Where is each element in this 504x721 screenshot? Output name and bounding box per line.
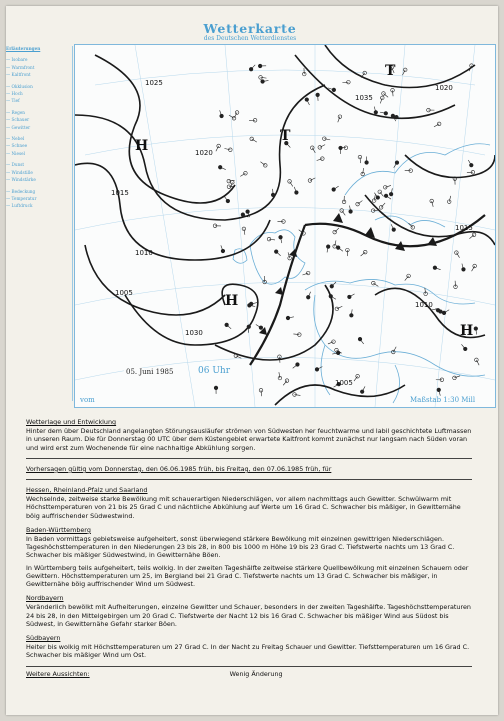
hessen-text: Wechselnde, zeitweise starke Bewölkung mit schauerartigen Niederschlägen, vor allem nachmittags auch Gewitter. Schwülwarm mit Höchsttemperaturen von 21 bis 25 Grad C und nächtliche Abkühlung auf Werte um 16 Grad C. Schwacher bis mäßiger, in Gewitternähe böig auffrischender Südwestwind. (26, 495, 461, 520)
station-plot (389, 188, 393, 196)
nordbayern-text: Veränderlich bewölkt mit Aufheiterungen, einzelne Gewitter und Schauer, besonders in der zweiten Tageshälfte. Tageshöchsttemperaturen 24 bis 28, in den Mittelgebirgen um 20 Grad C. Tiefstwerte der Nacht 12 bis 16 Grad C. Schwacher bis mäßiger Wind aus Südost bis Südwest, in Gewitternähe Gefahr starker Böen. (26, 603, 471, 628)
isobar-label: 1015 (111, 189, 129, 197)
legend-item: — Tief (6, 98, 20, 104)
station-plot (283, 379, 289, 385)
station-plot (249, 65, 255, 71)
station-plot (455, 251, 460, 258)
fronts (250, 215, 485, 365)
station-plot (279, 235, 283, 243)
station-plots (213, 64, 479, 397)
station-plot (475, 358, 480, 365)
station-plot (213, 224, 221, 228)
station-plot (356, 201, 363, 206)
station-plot (338, 115, 342, 122)
isobar-label: 1030 (185, 329, 203, 337)
nordbayern-heading: Nordbayern (26, 594, 64, 603)
station-plot (316, 93, 320, 101)
aussichten-text: Wenig Änderung (229, 669, 283, 678)
legend-heading: Erläuterungen (6, 46, 41, 51)
divider (26, 479, 472, 480)
station-plot (354, 374, 359, 381)
map-scale: Maßstab 1:30 Mill (410, 396, 476, 404)
station-plot (340, 209, 345, 216)
map-date: 05. Juni 1985 (126, 368, 174, 376)
station-plot (453, 376, 460, 380)
station-plot (274, 250, 280, 256)
station-plot (358, 155, 362, 163)
station-plot (430, 199, 434, 207)
station-plot (214, 386, 218, 394)
station-plot (288, 180, 293, 187)
station-plot (308, 178, 315, 182)
graticule (75, 45, 495, 407)
isobar-label: 1020 (435, 84, 453, 92)
wetterlage-text: Hinter dem über Deutschland angelangten Störungsausläufer strömen von Südwesten her feuchtwarme und labil geschichtete Luftmassen in unseren Raum. Die für Donnerstag 00 UTC über dem Küstengebiet erwartete Kaltfront kommt zunächst nur langsam nach Süden voran und wird erst zum Wochenende für eine nachhaltige Abkühlung sorgen. (26, 427, 472, 452)
station-plot (467, 170, 475, 174)
station-plot (380, 96, 384, 103)
title-text: Wetterkarte (203, 21, 297, 36)
station-plot (220, 110, 224, 117)
legend-item: — Windstärke (6, 177, 36, 183)
station-plot (405, 169, 413, 173)
station-plot (394, 161, 399, 168)
station-plot (365, 156, 369, 164)
station-plot (260, 162, 267, 167)
legend-item: — Regen (6, 109, 26, 115)
suedbayern-heading: Südbayern (26, 634, 61, 643)
map-time: 06 Uhr (198, 366, 230, 376)
isobar-label: 1010 (415, 301, 433, 309)
station-plot (249, 302, 257, 306)
isobar-label: 1010 (135, 249, 153, 257)
legend-item: — Hoch (6, 91, 23, 97)
legend-panel (6, 46, 73, 401)
bw-text-1: In Baden vormittags gebietsweise aufgeheitert, sonst überwiegend stärkere Bewölkung mit einzelnen gewittrigen Niederschlägen. Tageshöchsttemperaturen in den Niederungen 23 bis 28, in 800 bis 1000 m Höhe 19 bis 23 Grad C. Tiefstwerte nachts um 13 Grad C. Schwacher bis mäßiger Südwestwind, in Gewitternähe Böen. (26, 535, 455, 560)
station-plot (242, 227, 246, 235)
station-plot (218, 165, 225, 169)
station-plot (472, 264, 477, 271)
wetterlage-heading: Wetterlage und Entwicklung (26, 418, 117, 426)
station-plot (329, 294, 336, 299)
coastlines (233, 144, 490, 403)
station-plot (278, 372, 282, 380)
station-plot (250, 137, 257, 142)
station-plot (383, 185, 390, 189)
isobars (75, 45, 495, 405)
isobar-label: 1005 (335, 379, 353, 387)
station-plot (374, 107, 378, 115)
station-plot (256, 324, 263, 329)
station-plot (391, 88, 395, 96)
station-plot (427, 108, 435, 112)
station-plot (468, 160, 473, 167)
isobar-label: 1025 (145, 79, 163, 87)
station-plot (447, 196, 451, 204)
station-plot (382, 92, 388, 98)
station-plot (434, 122, 441, 127)
station-plot (372, 281, 379, 286)
station-plot (436, 378, 444, 382)
station-plot (461, 344, 467, 350)
isobar-label: 1020 (195, 149, 213, 157)
aussichten-row (26, 670, 472, 678)
station-plot (310, 146, 315, 153)
legend-item: — Windstille (6, 169, 33, 175)
legend-item: — Niesel (6, 150, 25, 156)
station-plot (271, 189, 275, 197)
station-plot (302, 68, 306, 76)
legend-item: — Kaltfront (6, 72, 31, 78)
station-plot (358, 337, 363, 344)
station-plot (259, 76, 267, 80)
high-pressure-marker: H (460, 323, 474, 339)
legend-item: — Okklusion (6, 83, 33, 89)
station-plot (454, 281, 458, 289)
legend-item: — Schnee (6, 143, 28, 149)
isobar-label: 1015 (455, 224, 473, 232)
station-plot (326, 245, 330, 253)
hessen-heading: Hessen, Rheinland-Pfalz und Saarland (26, 486, 148, 495)
station-plot (348, 294, 355, 299)
station-plot (229, 115, 236, 120)
station-plot (360, 386, 365, 393)
station-plot (277, 220, 285, 224)
station-plot (216, 144, 221, 151)
station-plot (328, 340, 335, 344)
station-plot (380, 112, 388, 116)
station-plot (469, 233, 475, 239)
subtitle-text: des Deutschen Wetterdienstes (203, 35, 297, 42)
station-plot (240, 171, 247, 176)
station-plot (259, 388, 263, 396)
station-plot (224, 148, 232, 152)
station-plot (249, 118, 257, 122)
station-plot (346, 248, 350, 256)
forecast-text (26, 418, 472, 678)
legend-item: — Nebel (6, 136, 25, 142)
station-plot (335, 306, 342, 310)
legend-item: — Isobare (6, 57, 28, 63)
station-plot (258, 64, 266, 68)
isobar-label: 1035 (355, 94, 373, 102)
station-plot (333, 228, 339, 234)
station-plot (221, 245, 225, 252)
station-plot (261, 80, 269, 84)
high-pressure-marker: H (135, 138, 149, 154)
station-plot (332, 186, 339, 191)
station-plot (224, 196, 229, 203)
legend-item: — Schauer (6, 117, 30, 123)
bw-heading: Baden-Württemberg (26, 525, 91, 534)
station-plot (302, 271, 309, 275)
station-plot (474, 327, 478, 335)
station-plot (372, 195, 376, 203)
low-pressure-marker: T (385, 63, 396, 79)
station-plot (336, 246, 343, 251)
bw-text-2: In Württemberg teils aufgeheitert, teils wolkig. In der zweiten Tageshälfte zeitweise stärkere Quellbewölkung mit einzelnen Schauern oder Gewittern. Höchsttemperaturen um 25, im Bergland bei 21 Grad C. Tiefstwerte nachts um 13 Grad C. Schwacher bis mäßiger, in Gewitternähe böig auffrischender Wind um Südwest. (26, 563, 469, 589)
divider (26, 666, 472, 667)
station-plot (437, 388, 441, 396)
station-plot (339, 146, 343, 154)
station-plot (342, 80, 350, 84)
station-plot (225, 323, 231, 329)
station-plot (350, 309, 354, 317)
divider (26, 458, 472, 459)
station-plot (318, 145, 325, 150)
station-plot (293, 393, 301, 397)
legend-item: — Warmfront (6, 64, 35, 70)
station-plot (294, 187, 298, 194)
station-plot (361, 168, 365, 176)
map-vom-label: vom (80, 396, 95, 404)
station-plot (323, 137, 331, 141)
station-plot (293, 363, 300, 368)
isobar-label: 1005 (115, 289, 133, 297)
station-plot (391, 347, 396, 354)
station-plot (462, 264, 466, 272)
station-plot (433, 266, 440, 270)
high-pressure-marker: H (225, 293, 239, 309)
station-plot (333, 240, 337, 248)
station-plot (305, 98, 309, 105)
station-plot (379, 203, 385, 209)
station-plot (391, 224, 395, 231)
station-plot (306, 292, 310, 299)
aussichten-heading: Weitere Aussichten: (26, 669, 90, 678)
station-plot (405, 274, 411, 280)
station-plot (317, 157, 325, 161)
station-plot (286, 316, 294, 320)
station-plot (342, 196, 346, 204)
vorhersage-heading: Vorhersagen gültig vom Donnerstag, den 06.06.1985 früh, bis Freitag, den 07.06.1985 früh, für (26, 464, 332, 473)
low-pressure-marker: T (280, 128, 291, 144)
legend-item: — Dunst (6, 162, 25, 168)
legend-item: — Luftdruck (6, 203, 33, 209)
suedbayern-text: Heiter bis wolkig mit Höchsttemperaturen um 27 Grad C. In der Nacht zu Freitag Schauer und Gewitter. Tiefsttemperaturen um 16 Grad C. Schwacher bis mäßiger Wind um Ost. (26, 643, 470, 660)
station-plot (378, 190, 384, 196)
weather-map (74, 44, 496, 408)
legend-item: — Gewitter (6, 124, 31, 130)
map-svg (75, 45, 495, 407)
station-plot (361, 250, 367, 256)
station-plot (361, 71, 367, 77)
map-title (170, 22, 330, 42)
station-plot (330, 282, 336, 288)
station-plot (293, 333, 301, 337)
station-plot (267, 237, 275, 241)
legend-item: — Temperatur (6, 195, 37, 201)
legend-item: — Bedeckung (6, 188, 36, 194)
